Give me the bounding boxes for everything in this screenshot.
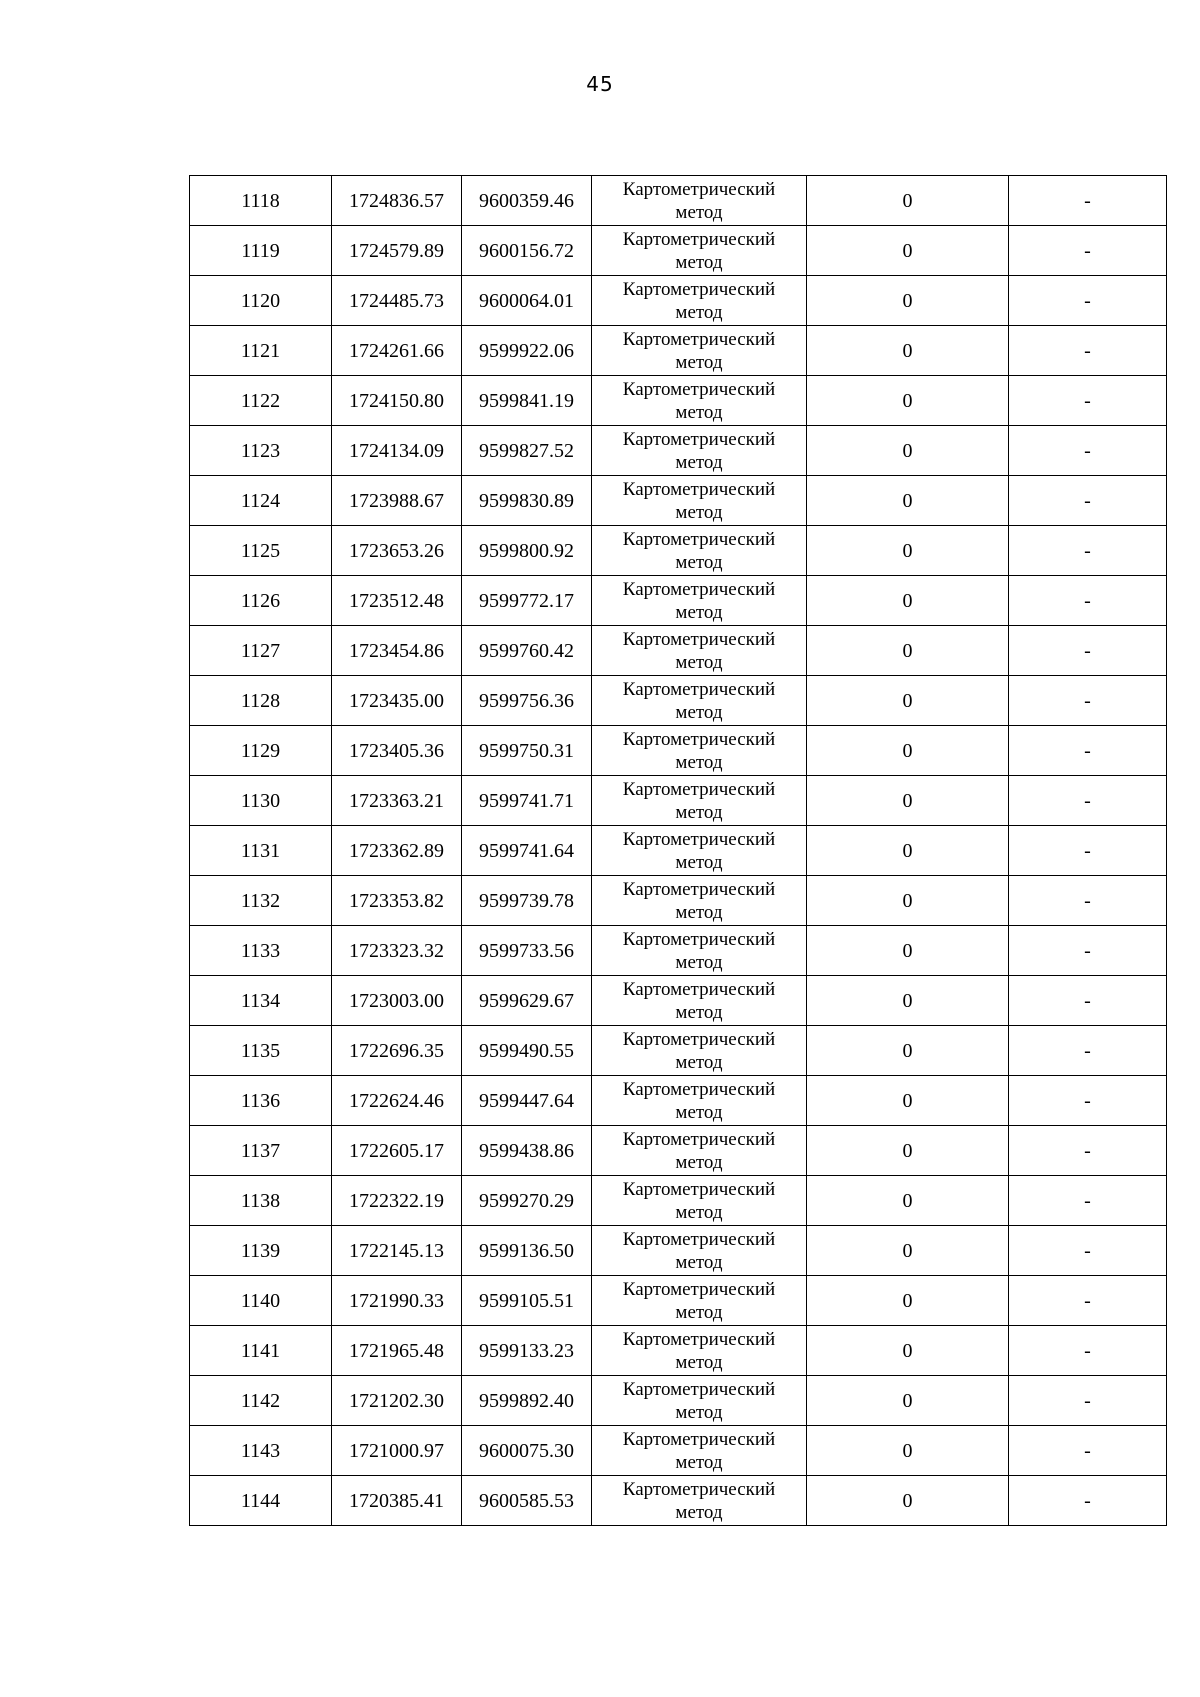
y-coordinate-cell: 9600075.30 <box>462 1426 592 1476</box>
method-text: Картометрический метод <box>622 678 776 723</box>
method-cell <box>592 926 807 976</box>
accuracy-cell: 0 <box>807 1026 1009 1076</box>
table-row <box>190 1176 1167 1226</box>
coordinates-table-body <box>190 176 1167 1526</box>
table-row <box>190 576 1167 626</box>
accuracy-cell: 0 <box>807 1076 1009 1126</box>
point-number-cell: 1130 <box>190 776 332 826</box>
method-text: Картометрический метод <box>622 1478 776 1523</box>
method-cell <box>592 726 807 776</box>
method-text: Картометрический метод <box>622 1378 776 1423</box>
point-number-cell: 1131 <box>190 826 332 876</box>
method-cell <box>592 1126 807 1176</box>
table-row <box>190 526 1167 576</box>
description-cell: - <box>1009 1126 1167 1176</box>
method-text: Картометрический метод <box>622 428 776 473</box>
method-cell <box>592 876 807 926</box>
description-cell: - <box>1009 626 1167 676</box>
description-cell: - <box>1009 376 1167 426</box>
description-cell: - <box>1009 176 1167 226</box>
description-cell: - <box>1009 926 1167 976</box>
description-cell: - <box>1009 876 1167 926</box>
x-coordinate-cell: 1722624.46 <box>332 1076 462 1126</box>
point-number-cell: 1119 <box>190 226 332 276</box>
method-text: Картометрический метод <box>622 328 776 373</box>
table-row <box>190 426 1167 476</box>
table-row <box>190 676 1167 726</box>
point-number-cell: 1140 <box>190 1276 332 1326</box>
accuracy-cell: 0 <box>807 776 1009 826</box>
point-number-cell: 1125 <box>190 526 332 576</box>
table-row <box>190 276 1167 326</box>
accuracy-cell: 0 <box>807 276 1009 326</box>
point-number-cell: 1134 <box>190 976 332 1026</box>
y-coordinate-cell: 9600156.72 <box>462 226 592 276</box>
y-coordinate-cell: 9599741.64 <box>462 826 592 876</box>
method-text: Картометрический метод <box>622 778 776 823</box>
accuracy-cell: 0 <box>807 176 1009 226</box>
method-text: Картометрический метод <box>622 1228 776 1273</box>
description-cell: - <box>1009 226 1167 276</box>
method-cell <box>592 576 807 626</box>
method-cell <box>592 776 807 826</box>
method-text: Картометрический метод <box>622 378 776 423</box>
y-coordinate-cell: 9599490.55 <box>462 1026 592 1076</box>
method-text: Картометрический метод <box>622 478 776 523</box>
description-cell: - <box>1009 426 1167 476</box>
point-number-cell: 1135 <box>190 1026 332 1076</box>
description-cell: - <box>1009 1176 1167 1226</box>
method-text: Картометрический метод <box>622 1078 776 1123</box>
method-cell <box>592 676 807 726</box>
y-coordinate-cell: 9599741.71 <box>462 776 592 826</box>
table-row <box>190 1426 1167 1476</box>
method-cell <box>592 426 807 476</box>
x-coordinate-cell: 1722322.19 <box>332 1176 462 1226</box>
y-coordinate-cell: 9599760.42 <box>462 626 592 676</box>
table-row <box>190 726 1167 776</box>
method-cell <box>592 826 807 876</box>
point-number-cell: 1142 <box>190 1376 332 1426</box>
accuracy-cell: 0 <box>807 826 1009 876</box>
table-row <box>190 476 1167 526</box>
accuracy-cell: 0 <box>807 476 1009 526</box>
accuracy-cell: 0 <box>807 676 1009 726</box>
y-coordinate-cell: 9599733.56 <box>462 926 592 976</box>
accuracy-cell: 0 <box>807 626 1009 676</box>
accuracy-cell: 0 <box>807 876 1009 926</box>
description-cell: - <box>1009 576 1167 626</box>
method-text: Картометрический метод <box>622 828 776 873</box>
table-row <box>190 1126 1167 1176</box>
point-number-cell: 1144 <box>190 1476 332 1526</box>
accuracy-cell: 0 <box>807 1476 1009 1526</box>
description-cell: - <box>1009 676 1167 726</box>
description-cell: - <box>1009 326 1167 376</box>
x-coordinate-cell: 1722605.17 <box>332 1126 462 1176</box>
method-text: Картометрический метод <box>622 1428 776 1473</box>
x-coordinate-cell: 1723435.00 <box>332 676 462 726</box>
x-coordinate-cell: 1723323.32 <box>332 926 462 976</box>
method-cell <box>592 476 807 526</box>
x-coordinate-cell: 1723362.89 <box>332 826 462 876</box>
x-coordinate-cell: 1723353.82 <box>332 876 462 926</box>
x-coordinate-cell: 1723653.26 <box>332 526 462 576</box>
y-coordinate-cell: 9600359.46 <box>462 176 592 226</box>
method-cell <box>592 276 807 326</box>
accuracy-cell: 0 <box>807 526 1009 576</box>
method-text: Картометрический метод <box>622 978 776 1023</box>
table-row <box>190 1326 1167 1376</box>
accuracy-cell: 0 <box>807 1126 1009 1176</box>
table-row <box>190 1376 1167 1426</box>
x-coordinate-cell: 1721202.30 <box>332 1376 462 1426</box>
point-number-cell: 1123 <box>190 426 332 476</box>
x-coordinate-cell: 1724150.80 <box>332 376 462 426</box>
description-cell: - <box>1009 776 1167 826</box>
description-cell: - <box>1009 276 1167 326</box>
point-number-cell: 1122 <box>190 376 332 426</box>
point-number-cell: 1143 <box>190 1426 332 1476</box>
method-cell <box>592 1226 807 1276</box>
method-cell <box>592 1426 807 1476</box>
point-number-cell: 1126 <box>190 576 332 626</box>
description-cell: - <box>1009 1326 1167 1376</box>
table-row <box>190 626 1167 676</box>
table-row <box>190 1276 1167 1326</box>
accuracy-cell: 0 <box>807 1376 1009 1426</box>
description-cell: - <box>1009 1376 1167 1426</box>
table-row <box>190 326 1167 376</box>
method-text: Картометрический метод <box>622 728 776 773</box>
description-cell: - <box>1009 1076 1167 1126</box>
method-cell <box>592 1376 807 1426</box>
method-cell <box>592 176 807 226</box>
y-coordinate-cell: 9600064.01 <box>462 276 592 326</box>
y-coordinate-cell: 9599772.17 <box>462 576 592 626</box>
method-cell <box>592 526 807 576</box>
y-coordinate-cell: 9599800.92 <box>462 526 592 576</box>
point-number-cell: 1133 <box>190 926 332 976</box>
accuracy-cell: 0 <box>807 226 1009 276</box>
accuracy-cell: 0 <box>807 326 1009 376</box>
method-text: Картометрический метод <box>622 178 776 223</box>
method-text: Картометрический метод <box>622 528 776 573</box>
y-coordinate-cell: 9599892.40 <box>462 1376 592 1426</box>
method-text: Картометрический метод <box>622 1028 776 1073</box>
table-row <box>190 1476 1167 1526</box>
point-number-cell: 1139 <box>190 1226 332 1276</box>
y-coordinate-cell: 9599105.51 <box>462 1276 592 1326</box>
method-text: Картометрический метод <box>622 628 776 673</box>
method-text: Картометрический метод <box>622 1178 776 1223</box>
accuracy-cell: 0 <box>807 1276 1009 1326</box>
x-coordinate-cell: 1724261.66 <box>332 326 462 376</box>
x-coordinate-cell: 1724485.73 <box>332 276 462 326</box>
point-number-cell: 1129 <box>190 726 332 776</box>
description-cell: - <box>1009 1476 1167 1526</box>
y-coordinate-cell: 9599136.50 <box>462 1226 592 1276</box>
accuracy-cell: 0 <box>807 576 1009 626</box>
description-cell: - <box>1009 726 1167 776</box>
method-cell <box>592 1326 807 1376</box>
point-number-cell: 1121 <box>190 326 332 376</box>
description-cell: - <box>1009 1026 1167 1076</box>
point-number-cell: 1132 <box>190 876 332 926</box>
table-row <box>190 176 1167 226</box>
table-row <box>190 826 1167 876</box>
table-row <box>190 776 1167 826</box>
accuracy-cell: 0 <box>807 426 1009 476</box>
y-coordinate-cell: 9599756.36 <box>462 676 592 726</box>
y-coordinate-cell: 9599739.78 <box>462 876 592 926</box>
y-coordinate-cell: 9599447.64 <box>462 1076 592 1126</box>
y-coordinate-cell: 9599922.06 <box>462 326 592 376</box>
x-coordinate-cell: 1722696.35 <box>332 1026 462 1076</box>
method-text: Картометрический метод <box>622 1278 776 1323</box>
method-cell <box>592 1076 807 1126</box>
x-coordinate-cell: 1723363.21 <box>332 776 462 826</box>
accuracy-cell: 0 <box>807 976 1009 1026</box>
accuracy-cell: 0 <box>807 1226 1009 1276</box>
accuracy-cell: 0 <box>807 726 1009 776</box>
accuracy-cell: 0 <box>807 1176 1009 1226</box>
method-cell <box>592 976 807 1026</box>
y-coordinate-cell: 9600585.53 <box>462 1476 592 1526</box>
method-text: Картометрический метод <box>622 278 776 323</box>
table-row <box>190 976 1167 1026</box>
x-coordinate-cell: 1723988.67 <box>332 476 462 526</box>
point-number-cell: 1127 <box>190 626 332 676</box>
table-row <box>190 226 1167 276</box>
x-coordinate-cell: 1724836.57 <box>332 176 462 226</box>
point-number-cell: 1120 <box>190 276 332 326</box>
y-coordinate-cell: 9599830.89 <box>462 476 592 526</box>
method-cell <box>592 1476 807 1526</box>
method-cell <box>592 376 807 426</box>
accuracy-cell: 0 <box>807 1326 1009 1376</box>
x-coordinate-cell: 1721000.97 <box>332 1426 462 1476</box>
table-row <box>190 876 1167 926</box>
method-cell <box>592 1176 807 1226</box>
method-cell <box>592 326 807 376</box>
point-number-cell: 1118 <box>190 176 332 226</box>
coordinates-table <box>189 175 1167 1526</box>
table-row <box>190 1076 1167 1126</box>
accuracy-cell: 0 <box>807 926 1009 976</box>
accuracy-cell: 0 <box>807 376 1009 426</box>
method-text: Картометрический метод <box>622 578 776 623</box>
x-coordinate-cell: 1724134.09 <box>332 426 462 476</box>
description-cell: - <box>1009 476 1167 526</box>
method-cell <box>592 626 807 676</box>
y-coordinate-cell: 9599438.86 <box>462 1126 592 1176</box>
table-row <box>190 1226 1167 1276</box>
x-coordinate-cell: 1723512.48 <box>332 576 462 626</box>
description-cell: - <box>1009 526 1167 576</box>
table-row <box>190 376 1167 426</box>
point-number-cell: 1141 <box>190 1326 332 1376</box>
y-coordinate-cell: 9599841.19 <box>462 376 592 426</box>
table-row <box>190 926 1167 976</box>
x-coordinate-cell: 1723405.36 <box>332 726 462 776</box>
point-number-cell: 1136 <box>190 1076 332 1126</box>
x-coordinate-cell: 1720385.41 <box>332 1476 462 1526</box>
y-coordinate-cell: 9599629.67 <box>462 976 592 1026</box>
description-cell: - <box>1009 976 1167 1026</box>
description-cell: - <box>1009 1226 1167 1276</box>
y-coordinate-cell: 9599270.29 <box>462 1176 592 1226</box>
method-cell <box>592 226 807 276</box>
y-coordinate-cell: 9599827.52 <box>462 426 592 476</box>
x-coordinate-cell: 1724579.89 <box>332 226 462 276</box>
accuracy-cell: 0 <box>807 1426 1009 1476</box>
x-coordinate-cell: 1723454.86 <box>332 626 462 676</box>
point-number-cell: 1128 <box>190 676 332 726</box>
method-text: Картометрический метод <box>622 1128 776 1173</box>
description-cell: - <box>1009 1276 1167 1326</box>
x-coordinate-cell: 1721990.33 <box>332 1276 462 1326</box>
method-text: Картометрический метод <box>622 1328 776 1373</box>
method-cell <box>592 1026 807 1076</box>
x-coordinate-cell: 1721965.48 <box>332 1326 462 1376</box>
y-coordinate-cell: 9599750.31 <box>462 726 592 776</box>
x-coordinate-cell: 1723003.00 <box>332 976 462 1026</box>
x-coordinate-cell: 1722145.13 <box>332 1226 462 1276</box>
method-text: Картометрический метод <box>622 228 776 273</box>
method-text: Картометрический метод <box>622 878 776 923</box>
y-coordinate-cell: 9599133.23 <box>462 1326 592 1376</box>
method-text: Картометрический метод <box>622 928 776 973</box>
point-number-cell: 1138 <box>190 1176 332 1226</box>
table-row <box>190 1026 1167 1076</box>
description-cell: - <box>1009 826 1167 876</box>
point-number-cell: 1137 <box>190 1126 332 1176</box>
method-cell <box>592 1276 807 1326</box>
point-number-cell: 1124 <box>190 476 332 526</box>
page-number: 45 <box>586 72 614 96</box>
description-cell: - <box>1009 1426 1167 1476</box>
